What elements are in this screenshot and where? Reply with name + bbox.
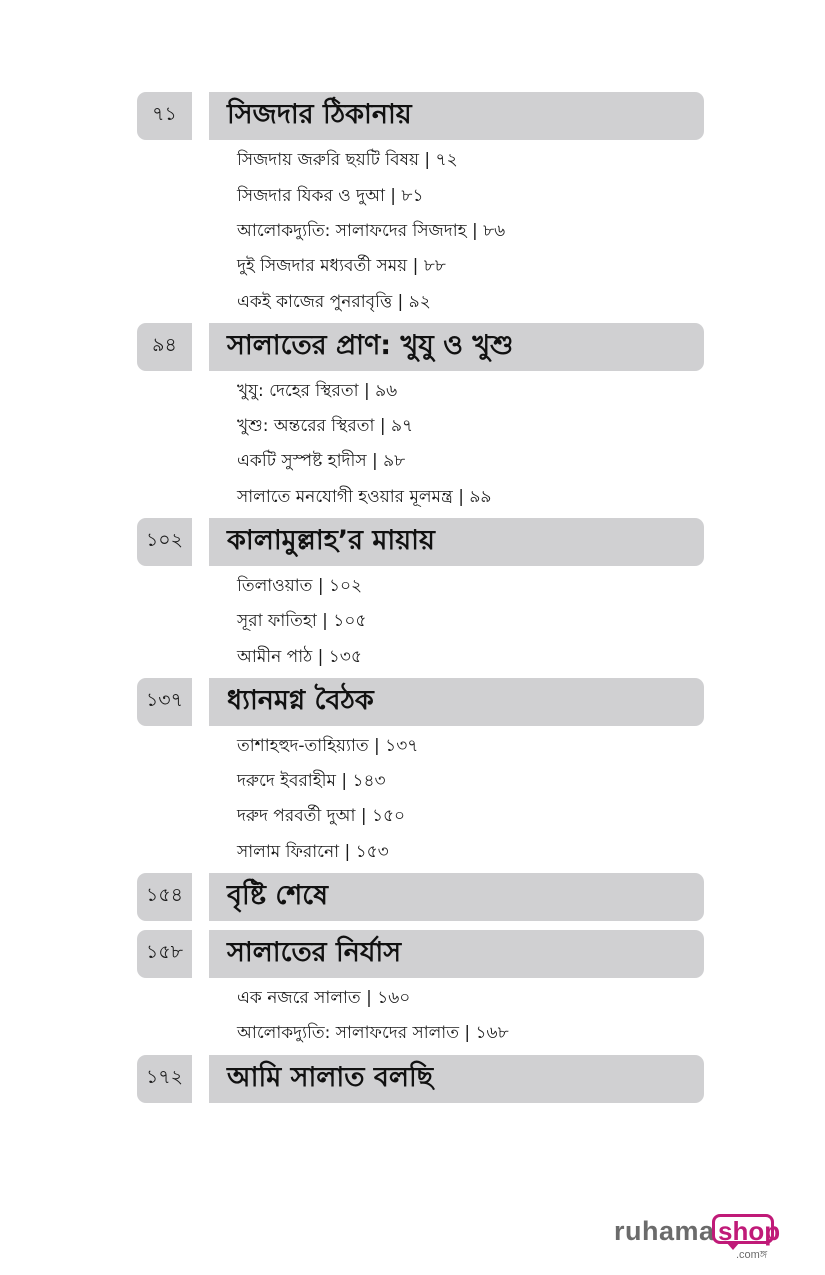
section-entry: সালাম ফিরানো | ১৫৩ <box>237 842 389 862</box>
logo-domain-text: .comঙ্গ <box>736 1249 768 1261</box>
chapter-page-number: ১৫৪ <box>137 873 192 921</box>
section-entry: দুই সিজদার মধ্যবর্তী সময় | ৮৮ <box>237 256 446 276</box>
section-entry: সিজদার যিকর ও দুআ | ৮১ <box>237 186 424 206</box>
chapter-page-number: ১০২ <box>137 518 192 566</box>
chapter-title: আমি সালাত বলছি <box>209 1055 704 1103</box>
logo-shop-text: shop <box>718 1216 781 1246</box>
chapter-page-number: ১৫৮ <box>137 930 192 978</box>
chapter-page-number: ১৩৭ <box>137 678 192 726</box>
chapter-title: সালাতের প্রাণ: খুযু ও খুশু <box>209 323 704 371</box>
chapter-title: সালাতের নির্যাস <box>209 930 704 978</box>
ruhamashop-logo <box>614 1212 784 1262</box>
section-entry: সিজদায় জরুরি ছয়টি বিষয় | ৭২ <box>237 150 458 170</box>
section-entry: সালাতে মনযোগী হওয়ার মূলমন্ত্র | ৯৯ <box>237 487 492 507</box>
section-entry: তিলাওয়াত | ১০২ <box>237 576 363 596</box>
section-entry: তাশাহহুদ-তাহিয়্যাত | ১৩৭ <box>237 736 419 756</box>
section-entry: আলোকদ্যুতি: সালাফদের সালাত | ১৬৮ <box>237 1023 509 1043</box>
section-entry: দরুদে ইবরাহীম | ১৪৩ <box>237 771 386 791</box>
chapter-title: কালামুল্লাহ’র মায়ায় <box>209 518 704 566</box>
chapter-page-number: ১৭২ <box>137 1055 192 1103</box>
section-entry: দরুদ পরবর্তী দুআ | ১৫০ <box>237 806 406 826</box>
section-entry: খুযু: দেহের স্থিরতা | ৯৬ <box>237 381 398 401</box>
section-entry: একই কাজের পুনরাবৃত্তি | ৯২ <box>237 292 431 312</box>
chapter-page-number: ৯৪ <box>137 323 192 371</box>
chapter-title: সিজদার ঠিকানায় <box>209 92 704 140</box>
section-entry: একটি সুস্পষ্ট হাদীস | ৯৮ <box>237 451 406 471</box>
chapter-title: বৃষ্টি শেষে <box>209 873 704 921</box>
section-entry: আমীন পাঠ | ১৩৫ <box>237 647 362 667</box>
chapter-title: ধ্যানমগ্ন বৈঠক <box>209 678 704 726</box>
chapter-page-number: ৭১ <box>137 92 192 140</box>
section-entry: সূরা ফাতিহা | ১০৫ <box>237 611 367 631</box>
section-entry: আলোকদ্যুতি: সালাফদের সিজদাহ | ৮৬ <box>237 221 506 241</box>
section-entry: এক নজরে সালাত | ১৬০ <box>237 988 411 1008</box>
logo-wordmark: ruhama <box>614 1216 715 1246</box>
section-entry: খুশু: অন্তরের স্থিরতা | ৯৭ <box>237 416 414 436</box>
